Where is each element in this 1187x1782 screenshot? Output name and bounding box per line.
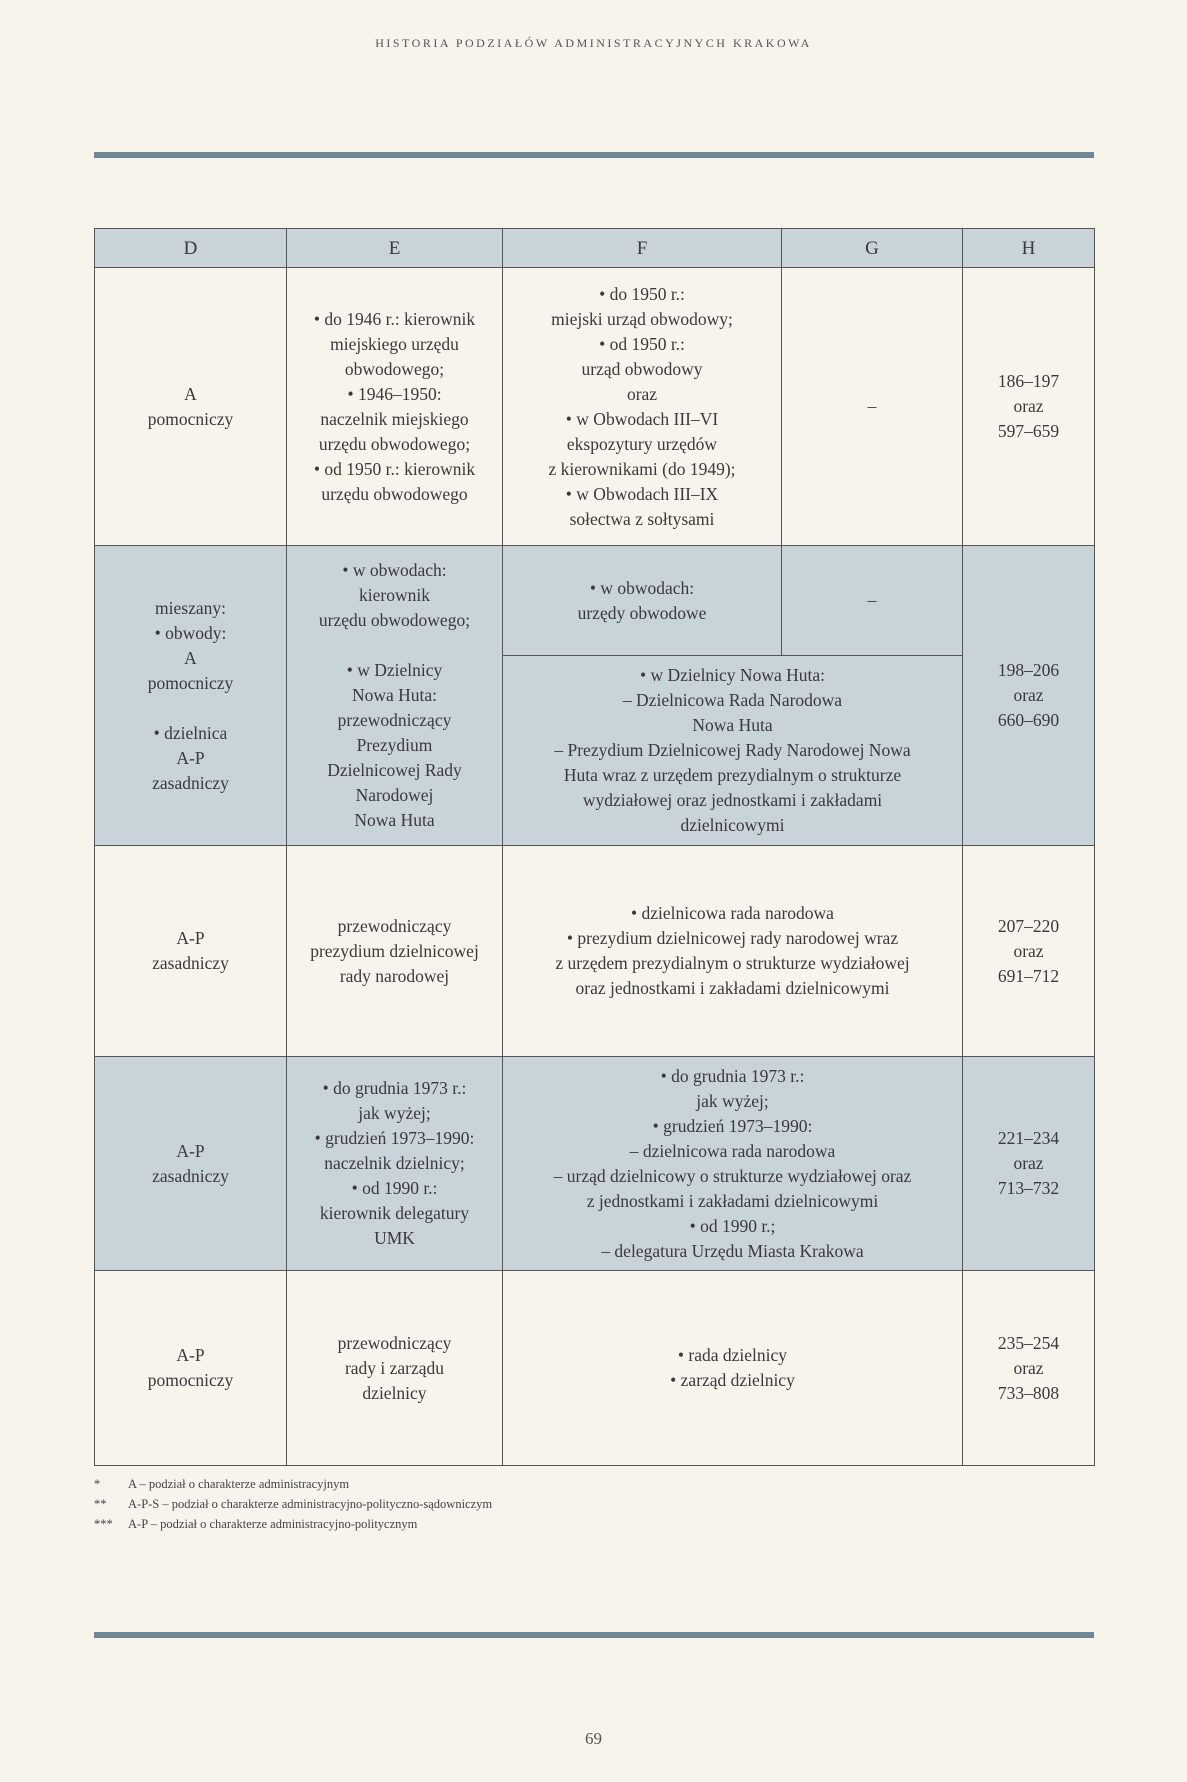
table-row [95, 846, 1095, 1057]
cell-line: urzędu obwodowego; [318, 610, 471, 630]
cell-line: urzędu obwodowego; [318, 433, 471, 454]
cell-line: ekspozytury urzędów [566, 433, 718, 454]
cell-line: przewodniczący [337, 915, 452, 936]
cell-line: zasadniczy [152, 772, 229, 793]
cell-line: 691–712 [997, 965, 1060, 986]
header-g: G [782, 229, 963, 268]
cell-line: pomocniczy [147, 672, 234, 693]
cell-line: • do 1946 r.: kierownik [313, 308, 476, 329]
cell-e [287, 1271, 503, 1466]
cell-line: z jednostkami i zakładami dzielnicowymi [586, 1190, 879, 1211]
cell-line [293, 633, 496, 658]
cell-line: • do grudnia 1973 r.: [322, 1078, 467, 1098]
cell-line: • w Dzielnicy [346, 660, 443, 680]
cell-line: oraz [1013, 1153, 1044, 1173]
cell-line: • zarząd dzielnicy [670, 1370, 795, 1390]
cell-line: • w Obwodach III–IX [565, 483, 719, 504]
cell-line: oraz jednostkami i zakładami dzielnicowymi [575, 978, 890, 998]
cell-line: • obwody: [154, 622, 227, 643]
cell-line: 186–197 [997, 371, 1060, 391]
page-number: 69 [585, 1729, 602, 1748]
cell-line: • dzielnica [153, 722, 228, 743]
cell-line: – dzielnicowa rada narodowa [629, 1140, 836, 1161]
cell-line: oraz [1013, 940, 1044, 961]
cell-d [95, 846, 287, 1057]
cell-line: • prezydium dzielnicowej rady narodowej wraz [566, 928, 899, 948]
running-head: HISTORIA PODZIAŁÓW ADMINISTRACYJNYCH KRAKOWA [375, 36, 812, 50]
cell-line: • do 1950 r.: [599, 283, 685, 304]
cell-h [963, 546, 1095, 846]
footnote [94, 1494, 794, 1514]
cell-h [963, 268, 1095, 546]
header-d: D [95, 229, 287, 268]
cell-line: • dzielnicowa rada narodowa [631, 903, 834, 923]
cell-line: Narodowej [355, 785, 434, 805]
cell-line: obwodowego; [344, 358, 445, 379]
cell-line: oraz [1013, 396, 1044, 416]
cell-line: • grudzień 1973–1990: [314, 1128, 475, 1148]
footnotes [94, 1474, 794, 1534]
cell-h [963, 846, 1095, 1057]
cell-line: • od 1990 r.: [351, 1178, 438, 1198]
cell-line: • od 1990 r.; [689, 1215, 776, 1236]
cell-line: naczelnik dzielnicy; [324, 1153, 465, 1173]
cell-line: 235–254 [997, 1332, 1060, 1353]
cell-g [782, 268, 963, 546]
cell-line: urzędu obwodowego [321, 483, 468, 504]
cell-line: zasadniczy [152, 1165, 229, 1186]
cell-line: miejskiego urzędu [330, 333, 459, 354]
cell-g [782, 546, 963, 656]
cell-line: jak wyżej; [696, 1090, 769, 1111]
footnote-mark: *** [94, 1517, 113, 1531]
cell-line: • grudzień 1973–1990: [652, 1115, 813, 1136]
cell-line: przewodniczący [337, 1332, 452, 1353]
cell-e [287, 1057, 503, 1271]
cell-line: • w obwodach: [342, 560, 447, 580]
cell-line: 733–808 [997, 1382, 1060, 1403]
cell-line: prezydium dzielnicowej [310, 940, 479, 961]
footnote-mark: ** [94, 1497, 107, 1511]
cell-line: • od 1950 r.: [599, 333, 685, 354]
cell-line: – urząd dzielnicowy o strukturze wydziałowej oraz [553, 1165, 912, 1186]
cell-line: 660–690 [997, 710, 1060, 730]
cell-d [95, 1057, 287, 1271]
cell-fg [503, 1057, 963, 1271]
cell-line: przewodniczący [337, 710, 452, 730]
cell-line: sołectwa z sołtysami [569, 508, 715, 529]
footnote-text: A – podział o charakterze administracyjnym [128, 1477, 350, 1491]
header-f: F [503, 229, 782, 268]
bottom-rule [94, 1632, 1094, 1638]
table-row [95, 268, 1095, 546]
cell-line: Prezydium [356, 735, 433, 755]
cell-fg [503, 656, 963, 846]
cell-line: 198–206 [997, 660, 1060, 680]
cell-line: • w Dzielnicy Nowa Huta: [640, 665, 825, 685]
cell-line: z urzędem prezydialnym o strukturze wydziałowej [555, 953, 910, 973]
cell-line: pomocniczy [147, 408, 234, 429]
cell-line: dzielnicowymi [680, 815, 785, 835]
top-rule [94, 152, 1094, 158]
footnote [94, 1474, 794, 1494]
cell-line: UMK [374, 1228, 415, 1248]
footnote-text: A-P-S – podział o charakterze administracyjno-polityczno-sądowniczym [128, 1497, 493, 1511]
cell-e [287, 846, 503, 1057]
cell-line: • 1946–1950: [347, 383, 442, 404]
table-row [95, 1057, 1095, 1271]
cell-line: mieszany: [155, 597, 226, 618]
footnote-mark: * [94, 1477, 101, 1491]
cell-line: Nowa Huta [354, 810, 435, 830]
cell-line: – Prezydium Dzielnicowej Rady Narodowej Nowa [554, 740, 911, 760]
cell-e [287, 546, 503, 846]
table-row [95, 1271, 1095, 1466]
cell-fg [503, 1271, 963, 1466]
cell-line: 221–234 [997, 1128, 1060, 1148]
footnote [94, 1514, 794, 1534]
cell-d [95, 1271, 287, 1466]
cell-line: A-P [176, 1345, 205, 1365]
cell-line: rady narodowej [339, 965, 450, 986]
cell-line: Nowa Huta: [351, 685, 438, 705]
cell-line: A [184, 647, 197, 668]
cell-line [101, 696, 280, 721]
cell-line: 207–220 [997, 915, 1060, 936]
cell-fg [503, 846, 963, 1057]
cell-line: urząd obwodowy [581, 358, 703, 379]
cell-f [503, 268, 782, 546]
cell-line: Dzielnicowej Rady [327, 760, 462, 780]
cell-line: zasadniczy [152, 953, 229, 973]
cell-line: urzędy obwodowe [577, 602, 707, 623]
cell-line: z kierownikami (do 1949); [548, 458, 736, 479]
cell-line: • w Obwodach III–VI [565, 408, 719, 429]
cell-line: rady i zarządu [344, 1357, 445, 1378]
cell-line: – Dzielnicowa Rada Narodowa [622, 690, 843, 710]
cell-f [503, 546, 782, 656]
cell-line: kierownik delegatury [319, 1203, 470, 1223]
cell-line: – [867, 396, 877, 416]
cell-line: A-P [176, 747, 205, 768]
cell-line: oraz [626, 383, 658, 404]
cell-d [95, 268, 287, 546]
cell-line: Nowa Huta [692, 715, 773, 735]
cell-line: 713–732 [997, 1178, 1060, 1198]
administrative-divisions-table [94, 228, 1095, 1466]
cell-d [95, 546, 287, 846]
cell-line: • rada dzielnicy [677, 1345, 788, 1365]
cell-line: wydziałowej oraz jednostkami i zakładami [582, 790, 883, 810]
cell-line: A-P [176, 1140, 205, 1161]
cell-line: pomocniczy [147, 1370, 234, 1390]
cell-line: A-P [176, 928, 205, 948]
header-e: E [287, 229, 503, 268]
cell-h [963, 1057, 1095, 1271]
cell-line: kierownik [359, 585, 430, 605]
cell-line: miejski urząd obwodowy; [551, 308, 733, 329]
cell-e [287, 268, 503, 546]
header-h: H [963, 229, 1095, 268]
cell-line: oraz [1013, 1357, 1044, 1378]
cell-line: jak wyżej; [358, 1103, 431, 1123]
cell-line: 597–659 [997, 421, 1060, 441]
cell-line: • do grudnia 1973 r.: [660, 1065, 805, 1086]
cell-line: Huta wraz z urzędem prezydialnym o strukturze [563, 765, 902, 785]
cell-line: oraz [1013, 685, 1044, 705]
footnote-text: A-P – podział o charakterze administracyjno-politycznym [128, 1517, 418, 1531]
cell-line: – delegatura Urzędu Miasta Krakowa [601, 1240, 864, 1261]
cell-line: dzielnicy [362, 1382, 427, 1403]
cell-line: – [867, 590, 877, 610]
cell-line: • w obwodach: [589, 577, 695, 598]
cell-line: naczelnik miejskiego [320, 408, 469, 429]
header-row [95, 229, 1095, 268]
cell-line: A [184, 383, 197, 404]
cell-line: • od 1950 r.: kierownik [313, 458, 476, 479]
cell-h [963, 1271, 1095, 1466]
table-row [95, 546, 1095, 656]
